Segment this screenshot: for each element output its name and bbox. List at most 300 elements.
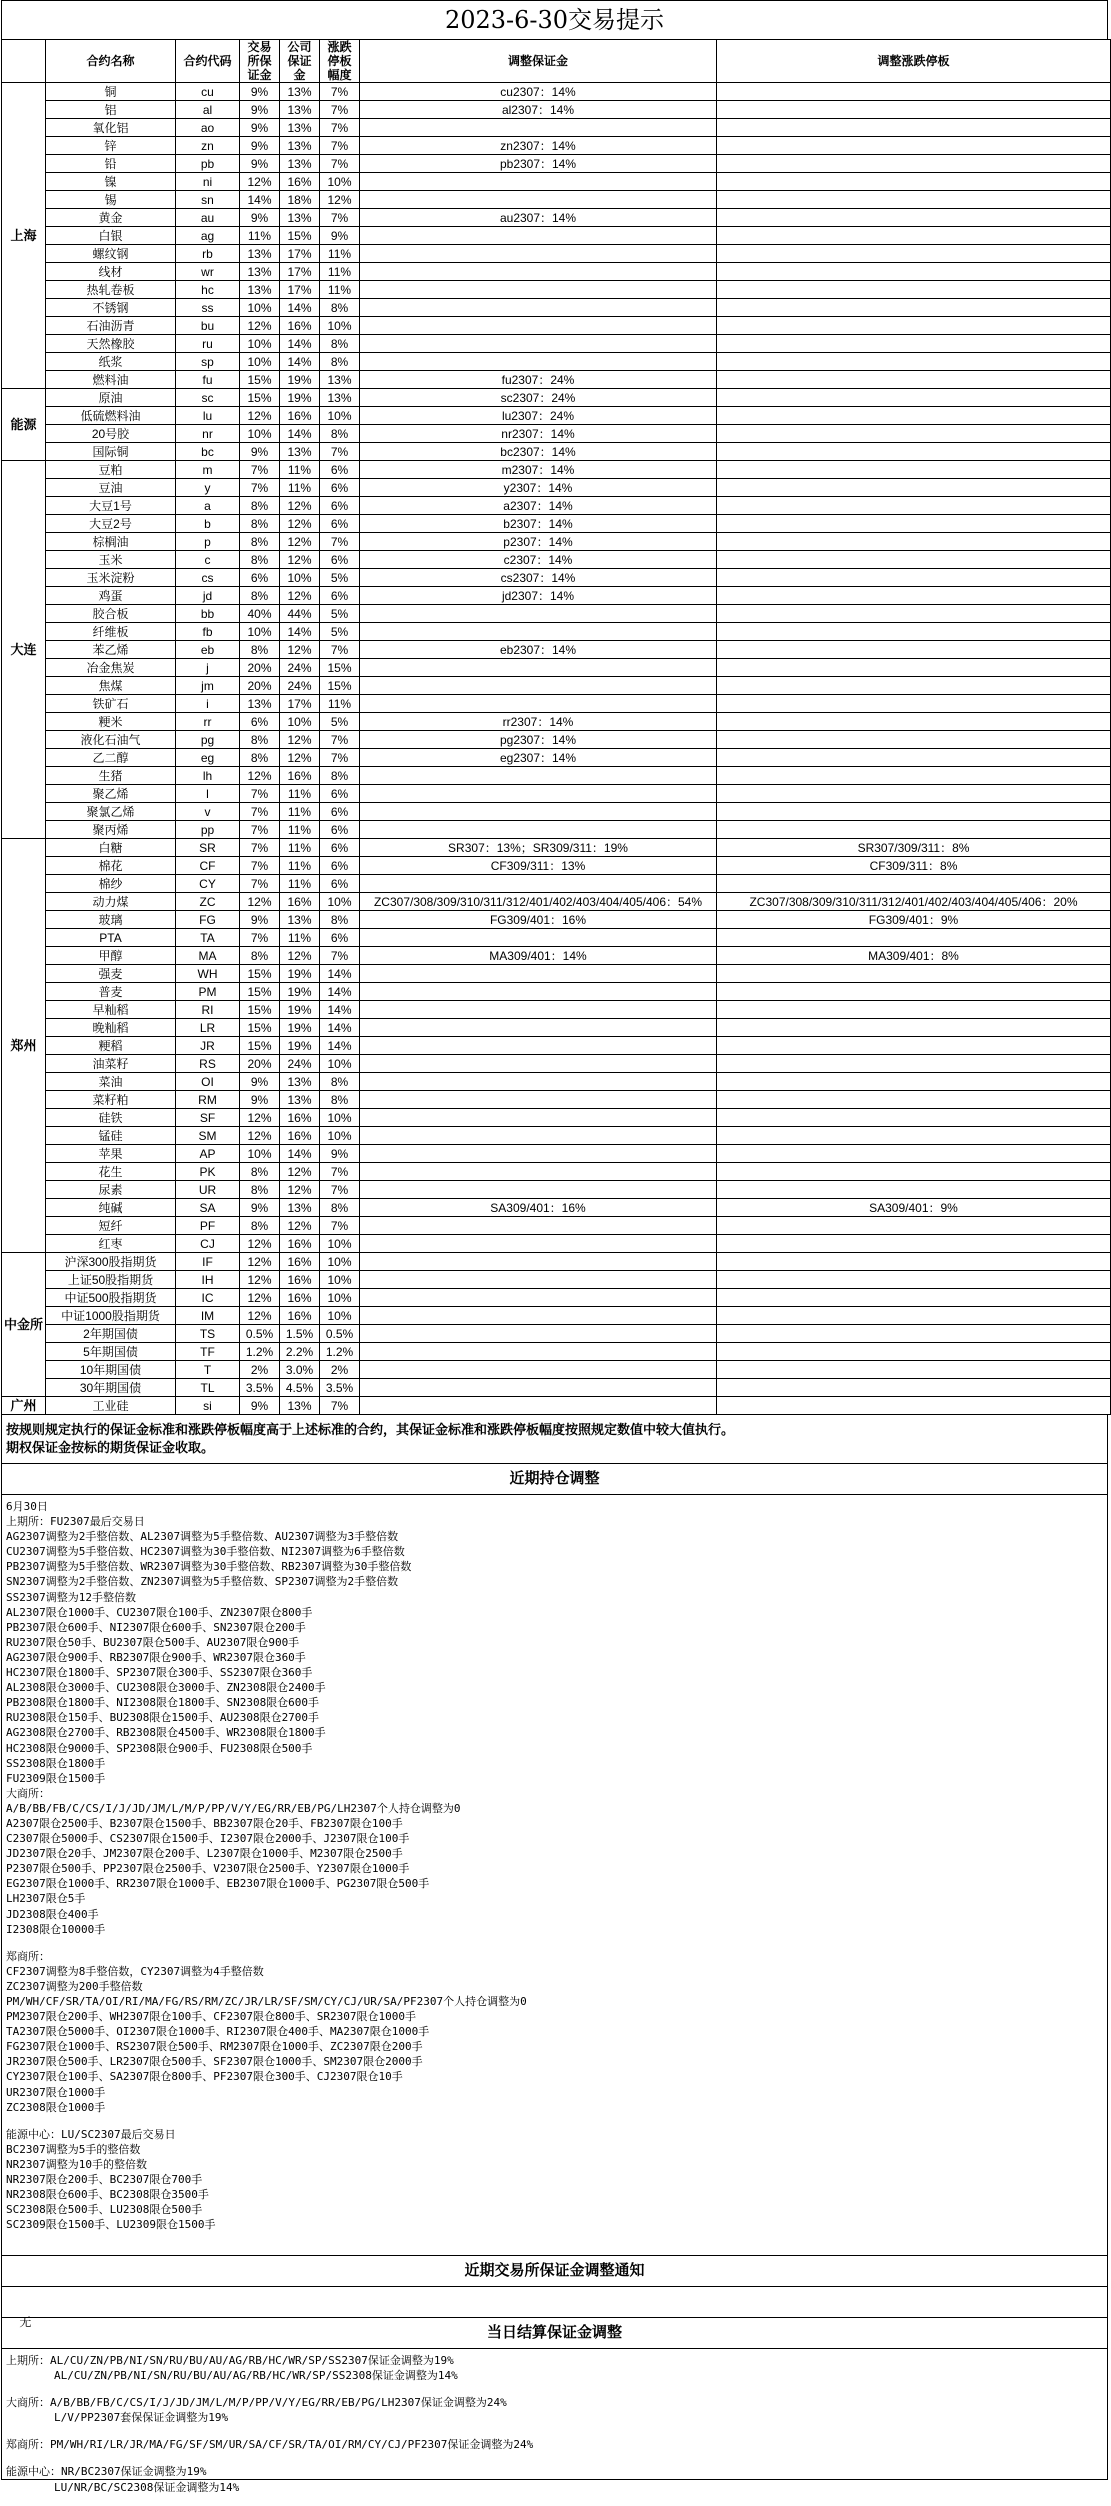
position-line: 郑商所：: [6, 1949, 50, 1963]
table-row: [2, 983, 1111, 1001]
adjusted-margin-cell: [360, 317, 717, 335]
exchange-margin-cell: 6%: [240, 713, 280, 731]
company-margin-cell: 13%: [280, 911, 320, 929]
table-row: [2, 1109, 1111, 1127]
adjusted-margin-cell: [360, 299, 717, 317]
adjusted-margin-cell: nr2307：14%: [360, 425, 717, 443]
exchange-margin-cell: 8%: [240, 1217, 280, 1235]
exchange-margin-cell: 15%: [240, 1001, 280, 1019]
adjusted-margin-cell: [360, 281, 717, 299]
table-row: [2, 821, 1111, 839]
company-margin-cell: 19%: [280, 389, 320, 407]
contract-name-cell: 豆粕: [46, 461, 176, 479]
adjusted-limit-cell: [717, 605, 1111, 623]
company-margin-cell: 3.0%: [280, 1361, 320, 1379]
table-row: [2, 299, 1111, 317]
contract-code-cell: i: [176, 695, 240, 713]
exchange-margin-cell: 9%: [240, 119, 280, 137]
limit-range-cell: 7%: [320, 119, 360, 137]
adjusted-limit-cell: SR307/309/311：8%: [717, 839, 1111, 857]
adjusted-limit-cell: [717, 803, 1111, 821]
margin-sheet: [1, 0, 1108, 2494]
contract-code-cell: ag: [176, 227, 240, 245]
settlement-text: L/V/PP2307套保保证金调整为19%: [54, 2411, 229, 2425]
exchange-margin-cell: 12%: [240, 407, 280, 425]
limit-range-cell: 2%: [320, 1361, 360, 1379]
adjusted-limit-cell: [717, 587, 1111, 605]
contract-code-cell: l: [176, 785, 240, 803]
region-label: 中金所: [2, 1253, 46, 1397]
contract-code-cell: lu: [176, 407, 240, 425]
exchange-margin-cell: 8%: [240, 515, 280, 533]
table-row: [2, 1361, 1111, 1379]
adjusted-limit-cell: [717, 461, 1111, 479]
contract-name-cell: 胶合板: [46, 605, 176, 623]
table-row: [2, 209, 1111, 227]
adjusted-limit-cell: [717, 83, 1111, 101]
exchange-margin-cell: 1.2%: [240, 1343, 280, 1361]
company-margin-cell: 19%: [280, 1037, 320, 1055]
limit-range-cell: 13%: [320, 371, 360, 389]
contract-code-cell: IF: [176, 1253, 240, 1271]
table-row: [2, 1379, 1111, 1397]
adjusted-margin-cell: [360, 1037, 717, 1055]
adjusted-limit-cell: [717, 1253, 1111, 1271]
contract-name-cell: 尿素: [46, 1181, 176, 1199]
rule-note-line: 期权保证金按标的期货保证金收取。: [6, 1440, 215, 1455]
contract-name-cell: 锌: [46, 137, 176, 155]
settlement-block: [6, 2464, 1103, 2494]
contract-code-cell: rb: [176, 245, 240, 263]
adjusted-margin-cell: eg2307：14%: [360, 749, 717, 767]
contract-code-cell: WH: [176, 965, 240, 983]
adjusted-margin-cell: eb2307：14%: [360, 641, 717, 659]
adjusted-limit-cell: [717, 767, 1111, 785]
limit-range-cell: 14%: [320, 983, 360, 1001]
contract-code-cell: TA: [176, 929, 240, 947]
settlement-text: AL/CU/ZN/PB/NI/SN/RU/BU/AU/AG/RB/HC/WR/SP/SS2307保证金调整为19%: [50, 2354, 454, 2367]
table-row: [2, 227, 1111, 245]
limit-range-cell: 13%: [320, 389, 360, 407]
adjusted-margin-cell: b2307：14%: [360, 515, 717, 533]
company-margin-cell: 4.5%: [280, 1379, 320, 1397]
company-margin-cell: 12%: [280, 533, 320, 551]
table-row: [2, 335, 1111, 353]
contract-code-cell: ni: [176, 173, 240, 191]
exchange-margin-cell: 0.5%: [240, 1325, 280, 1343]
contract-code-cell: pp: [176, 821, 240, 839]
contract-code-cell: cs: [176, 569, 240, 587]
limit-range-cell: 10%: [320, 1289, 360, 1307]
company-margin-cell: 16%: [280, 407, 320, 425]
limit-range-cell: 10%: [320, 1235, 360, 1253]
limit-range-cell: 10%: [320, 893, 360, 911]
table-row: [2, 245, 1111, 263]
table-row: [2, 1001, 1111, 1019]
contract-code-cell: CJ: [176, 1235, 240, 1253]
adjusted-margin-cell: [360, 1163, 717, 1181]
table-row: [2, 623, 1111, 641]
exchange-margin-cell: 12%: [240, 317, 280, 335]
adjusted-margin-cell: a2307：14%: [360, 497, 717, 515]
exchange-margin-cell: 15%: [240, 1037, 280, 1055]
contract-name-cell: 生猪: [46, 767, 176, 785]
contract-name-cell: 螺纹钢: [46, 245, 176, 263]
limit-range-cell: 7%: [320, 533, 360, 551]
company-margin-cell: 16%: [280, 1235, 320, 1253]
adjusted-limit-cell: [717, 983, 1111, 1001]
limit-range-cell: 14%: [320, 1037, 360, 1055]
contract-code-cell: nr: [176, 425, 240, 443]
adjusted-limit-cell: [717, 1271, 1111, 1289]
limit-range-cell: 8%: [320, 335, 360, 353]
exchange-margin-cell: 7%: [240, 803, 280, 821]
position-line: AL2307限仓1000手、CU2307限仓100手、ZN2307限仓800手: [6, 1605, 313, 1619]
exchange-margin-cell: 7%: [240, 875, 280, 893]
table-row: [2, 695, 1111, 713]
company-margin-cell: 18%: [280, 191, 320, 209]
limit-range-cell: 10%: [320, 1055, 360, 1073]
limit-range-cell: 5%: [320, 569, 360, 587]
table-row: [2, 155, 1111, 173]
exchange-margin-cell: 8%: [240, 1163, 280, 1181]
company-margin-cell: 13%: [280, 83, 320, 101]
exchange-margin-cell: 13%: [240, 245, 280, 263]
adjusted-limit-cell: [717, 1307, 1111, 1325]
contract-code-cell: IM: [176, 1307, 240, 1325]
exchange-margin-cell: 12%: [240, 1307, 280, 1325]
exchange-margin-cell: 15%: [240, 983, 280, 1001]
limit-range-cell: 6%: [320, 479, 360, 497]
limit-range-cell: 7%: [320, 1217, 360, 1235]
limit-range-cell: 8%: [320, 425, 360, 443]
adjusted-limit-cell: [717, 155, 1111, 173]
company-margin-cell: 11%: [280, 803, 320, 821]
contract-name-cell: 苯乙烯: [46, 641, 176, 659]
table-row: [2, 443, 1111, 461]
position-line: P2307限仓500手、PP2307限仓2500手、V2307限仓2500手、Y2307限仓1000手: [6, 1862, 410, 1876]
contract-name-cell: 白银: [46, 227, 176, 245]
position-line: I2308限仓10000手: [6, 1922, 106, 1936]
adjusted-margin-cell: FG309/401：16%: [360, 911, 717, 929]
adjusted-limit-cell: [717, 317, 1111, 335]
contract-name-cell: 棉花: [46, 857, 176, 875]
adjusted-margin-cell: [360, 803, 717, 821]
exchange-margin-cell: 14%: [240, 191, 280, 209]
exchange-margin-cell: 9%: [240, 137, 280, 155]
contract-name-cell: 2年期国债: [46, 1325, 176, 1343]
adjusted-limit-cell: [717, 227, 1111, 245]
adjusted-limit-cell: [717, 281, 1111, 299]
settlement-body: [1, 2349, 1108, 2494]
adjusted-limit-cell: [717, 245, 1111, 263]
exchange-margin-cell: 10%: [240, 1145, 280, 1163]
adjusted-margin-cell: [360, 335, 717, 353]
company-margin-cell: 24%: [280, 1055, 320, 1073]
region-label: 上海: [2, 83, 46, 389]
contract-code-cell: p: [176, 533, 240, 551]
region-label: 能源: [2, 389, 46, 461]
adjusted-margin-cell: [360, 1001, 717, 1019]
company-margin-cell: 19%: [280, 1019, 320, 1037]
table-row: [2, 173, 1111, 191]
limit-range-cell: 7%: [320, 947, 360, 965]
contract-code-cell: UR: [176, 1181, 240, 1199]
limit-range-cell: 7%: [320, 83, 360, 101]
exchange-margin-cell: 12%: [240, 1127, 280, 1145]
adjusted-margin-cell: [360, 1217, 717, 1235]
adjusted-limit-cell: [717, 1289, 1111, 1307]
adjusted-limit-cell: [717, 641, 1111, 659]
company-margin-cell: 44%: [280, 605, 320, 623]
table-header-row: [2, 40, 1111, 83]
contract-code-cell: FG: [176, 911, 240, 929]
contract-name-cell: 动力煤: [46, 893, 176, 911]
company-margin-cell: 11%: [280, 857, 320, 875]
exchange-margin-cell: 8%: [240, 641, 280, 659]
contract-code-cell: RI: [176, 1001, 240, 1019]
company-margin-cell: 13%: [280, 443, 320, 461]
contract-name-cell: 黄金: [46, 209, 176, 227]
exchange-margin-cell: 12%: [240, 1235, 280, 1253]
adjusted-limit-cell: CF309/311：8%: [717, 857, 1111, 875]
column-header: 公司保证金: [280, 40, 320, 83]
exchange-margin-cell: 11%: [240, 227, 280, 245]
limit-range-cell: 9%: [320, 1145, 360, 1163]
contract-code-cell: PF: [176, 1217, 240, 1235]
company-margin-cell: 11%: [280, 839, 320, 857]
adjusted-limit-cell: FG309/401：9%: [717, 911, 1111, 929]
exchange-margin-cell: 7%: [240, 839, 280, 857]
adjusted-margin-cell: [360, 1397, 717, 1415]
table-row: [2, 947, 1111, 965]
contract-code-cell: v: [176, 803, 240, 821]
contract-code-cell: IC: [176, 1289, 240, 1307]
adjusted-margin-cell: [360, 1091, 717, 1109]
table-row: [2, 1235, 1111, 1253]
adjusted-margin-cell: pb2307：14%: [360, 155, 717, 173]
limit-range-cell: 11%: [320, 695, 360, 713]
exchange-margin-cell: 8%: [240, 587, 280, 605]
contracts-table: [1, 39, 1111, 1415]
adjusted-limit-cell: [717, 425, 1111, 443]
exchange-margin-cell: 12%: [240, 173, 280, 191]
position-line: 上期所：FU2307最后交易日: [6, 1515, 145, 1529]
settlement-block: [6, 2353, 1103, 2383]
limit-range-cell: 7%: [320, 209, 360, 227]
contract-code-cell: jm: [176, 677, 240, 695]
adjusted-margin-cell: [360, 605, 717, 623]
adjusted-limit-cell: ZC307/308/309/310/311/312/401/402/403/404/405/406：20%: [717, 893, 1111, 911]
adjusted-margin-cell: [360, 263, 717, 281]
limit-range-cell: 5%: [320, 623, 360, 641]
position-line: A2307限仓2500手、B2307限仓1500手、BB2307限仓20手、FB2307限仓100手: [6, 1816, 403, 1830]
company-margin-cell: 14%: [280, 623, 320, 641]
adjusted-limit-cell: [717, 1163, 1111, 1181]
adjusted-margin-cell: [360, 1325, 717, 1343]
contract-code-cell: SF: [176, 1109, 240, 1127]
adjusted-margin-cell: [360, 767, 717, 785]
contract-code-cell: PK: [176, 1163, 240, 1181]
exchange-margin-cell: 9%: [240, 1073, 280, 1091]
company-margin-cell: 16%: [280, 1127, 320, 1145]
adjusted-limit-cell: [717, 389, 1111, 407]
table-row: [2, 389, 1111, 407]
adjusted-margin-cell: [360, 929, 717, 947]
table-row: [2, 641, 1111, 659]
settlement-text: LU/NR/BC/SC2308保证金调整为14%: [54, 2480, 240, 2494]
contract-name-cell: 冶金焦炭: [46, 659, 176, 677]
contract-name-cell: 甲醇: [46, 947, 176, 965]
contract-name-cell: 棉纱: [46, 875, 176, 893]
exchange-margin-cell: 15%: [240, 1019, 280, 1037]
exchange-margin-cell: 8%: [240, 497, 280, 515]
settlement-text: AL/CU/ZN/PB/NI/SN/RU/BU/AU/AG/RB/HC/WR/SP/SS2308保证金调整为14%: [54, 2369, 458, 2383]
exchange-margin-cell: 9%: [240, 1199, 280, 1217]
adjusted-margin-cell: [360, 1379, 717, 1397]
company-margin-cell: 12%: [280, 1181, 320, 1199]
settlement-line: [6, 2464, 1103, 2479]
adjusted-limit-cell: [717, 749, 1111, 767]
company-margin-cell: 12%: [280, 731, 320, 749]
table-row: [2, 569, 1111, 587]
table-row: [2, 1217, 1111, 1235]
adjusted-margin-cell: [360, 1235, 717, 1253]
adjusted-margin-cell: zn2307：14%: [360, 137, 717, 155]
adjusted-limit-cell: [717, 1217, 1111, 1235]
company-margin-cell: 14%: [280, 425, 320, 443]
company-margin-cell: 12%: [280, 551, 320, 569]
contract-code-cell: TF: [176, 1343, 240, 1361]
adjusted-margin-cell: [360, 785, 717, 803]
table-row: [2, 767, 1111, 785]
exchange-margin-cell: 8%: [240, 1181, 280, 1199]
contract-name-cell: 中证500股指期货: [46, 1289, 176, 1307]
company-margin-cell: 11%: [280, 875, 320, 893]
limit-range-cell: 10%: [320, 1109, 360, 1127]
position-line: SC2309限仓1500手、LU2309限仓1500手: [6, 2218, 216, 2232]
exchange-margin-cell: 8%: [240, 731, 280, 749]
settlement-line: [6, 2437, 1103, 2452]
position-line: JR2307限仓500手、LR2307限仓500手、SF2307限仓1000手、SM2307限仓2000手: [6, 2055, 423, 2069]
limit-range-cell: 10%: [320, 1307, 360, 1325]
adjusted-margin-cell: [360, 191, 717, 209]
company-margin-cell: 11%: [280, 479, 320, 497]
exchange-margin-cell: 7%: [240, 857, 280, 875]
limit-range-cell: 14%: [320, 965, 360, 983]
exchange-margin-cell: 7%: [240, 461, 280, 479]
contract-name-cell: 不锈钢: [46, 299, 176, 317]
contract-name-cell: 大豆1号: [46, 497, 176, 515]
contract-name-cell: 棕榈油: [46, 533, 176, 551]
adjusted-margin-cell: [360, 1271, 717, 1289]
adjusted-margin-cell: MA309/401：14%: [360, 947, 717, 965]
table-row: [2, 371, 1111, 389]
adjusted-limit-cell: [717, 1037, 1111, 1055]
table-row: [2, 749, 1111, 767]
table-row: [2, 1055, 1111, 1073]
contract-name-cell: 花生: [46, 1163, 176, 1181]
exchange-margin-cell: 40%: [240, 605, 280, 623]
adjusted-margin-cell: [360, 1019, 717, 1037]
contract-name-cell: 白糖: [46, 839, 176, 857]
limit-range-cell: 6%: [320, 857, 360, 875]
adjusted-margin-cell: [360, 1361, 717, 1379]
adjusted-limit-cell: [717, 1235, 1111, 1253]
settlement-exchange-label: 能源中心：: [6, 2465, 61, 2479]
limit-range-cell: 7%: [320, 1163, 360, 1181]
table-row: [2, 965, 1111, 983]
table-row: [2, 119, 1111, 137]
table-row: [2, 1181, 1111, 1199]
company-margin-cell: 12%: [280, 641, 320, 659]
exchange-margin-cell: 7%: [240, 821, 280, 839]
position-line: AG2308限仓2700手、RB2308限仓4500手、WR2308限仓1800手: [6, 1726, 326, 1740]
limit-range-cell: 6%: [320, 803, 360, 821]
adjusted-limit-cell: [717, 443, 1111, 461]
contract-code-cell: TL: [176, 1379, 240, 1397]
company-margin-cell: 13%: [280, 119, 320, 137]
settlement-text: PM/WH/RI/LR/JR/MA/FG/SF/SM/UR/SA/CF/SR/TA/OI/RM/CY/CJ/PF2307保证金调整为24%: [50, 2438, 534, 2452]
contract-name-cell: 氧化铝: [46, 119, 176, 137]
adjusted-margin-cell: au2307：14%: [360, 209, 717, 227]
contract-code-cell: RM: [176, 1091, 240, 1109]
position-line: A/B/BB/FB/C/CS/I/J/JD/JM/L/M/P/PP/V/Y/EG/RR/EB/PG/LH2307个人持仓调整为0: [6, 1801, 461, 1815]
position-line: LH2307限仓5手: [6, 1892, 86, 1906]
header-region-cell: [2, 40, 46, 83]
contract-name-cell: 铝: [46, 101, 176, 119]
contract-name-cell: 苹果: [46, 1145, 176, 1163]
contract-code-cell: wr: [176, 263, 240, 281]
limit-range-cell: 6%: [320, 587, 360, 605]
contract-name-cell: 上证50股指期货: [46, 1271, 176, 1289]
adjusted-limit-cell: [717, 713, 1111, 731]
column-header: 涨跌停板幅度: [320, 40, 360, 83]
adjusted-margin-cell: y2307：14%: [360, 479, 717, 497]
limit-range-cell: 8%: [320, 1073, 360, 1091]
adjusted-limit-cell: [717, 1055, 1111, 1073]
contract-code-cell: CF: [176, 857, 240, 875]
adjusted-limit-cell: [717, 875, 1111, 893]
contract-code-cell: hc: [176, 281, 240, 299]
company-margin-cell: 13%: [280, 209, 320, 227]
adjusted-margin-cell: c2307：14%: [360, 551, 717, 569]
position-line: FU2309限仓1500手: [6, 1771, 106, 1785]
exchange-margin-cell: 7%: [240, 929, 280, 947]
limit-range-cell: 0.5%: [320, 1325, 360, 1343]
company-margin-cell: 16%: [280, 767, 320, 785]
company-margin-cell: 1.5%: [280, 1325, 320, 1343]
company-margin-cell: 16%: [280, 1109, 320, 1127]
position-line: FG2307限仓1000手、RS2307限仓500手、RM2307限仓1000手、ZC2307限仓200手: [6, 2040, 423, 2054]
position-line: AG2307调整为2手整倍数、AL2307调整为5手整倍数、AU2307调整为3手整倍数: [6, 1530, 399, 1544]
position-line: ZC2307调整为200手整倍数: [6, 1979, 143, 1993]
settlement-line: [6, 2410, 1103, 2425]
adjusted-margin-cell: [360, 623, 717, 641]
contract-name-cell: 强麦: [46, 965, 176, 983]
table-row: [2, 1163, 1111, 1181]
company-margin-cell: 10%: [280, 713, 320, 731]
contract-name-cell: 液化石油气: [46, 731, 176, 749]
contract-name-cell: 30年期国债: [46, 1379, 176, 1397]
adjusted-limit-cell: [717, 515, 1111, 533]
contract-code-cell: bb: [176, 605, 240, 623]
position-line: PB2307限仓600手、NI2307限仓600手、SN2307限仓200手: [6, 1620, 306, 1634]
contract-name-cell: 普麦: [46, 983, 176, 1001]
table-row: [2, 281, 1111, 299]
contract-name-cell: 短纤: [46, 1217, 176, 1235]
contract-code-cell: sn: [176, 191, 240, 209]
